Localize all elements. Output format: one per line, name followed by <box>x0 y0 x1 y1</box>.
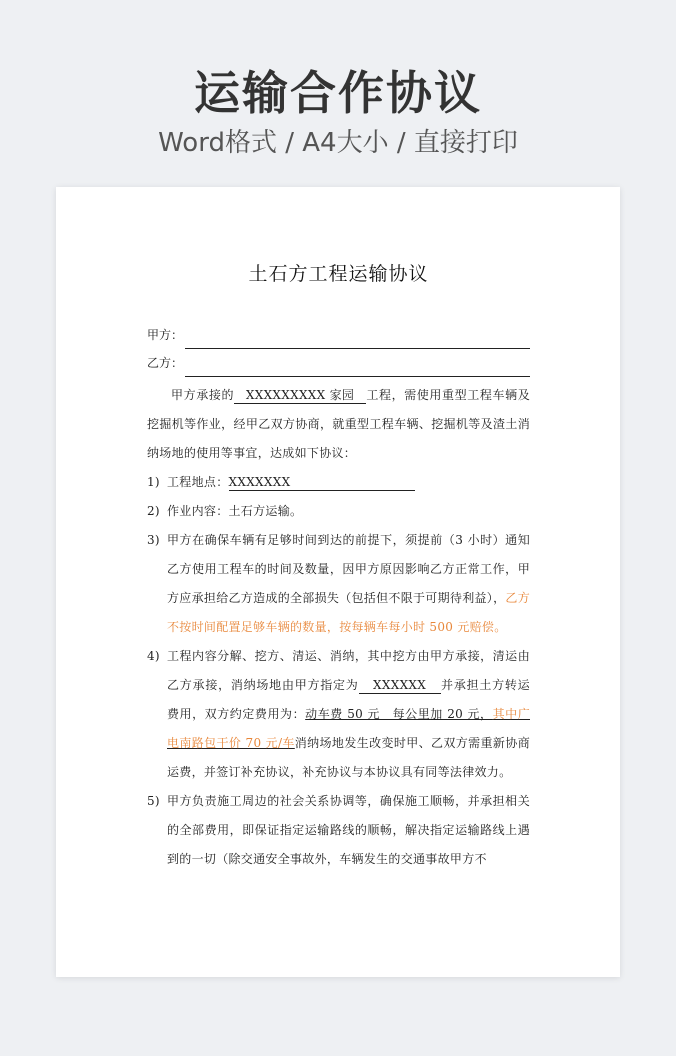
party-a-label: 甲方： <box>147 328 184 342</box>
party-a-blank <box>185 328 530 349</box>
clause-3-number: 3) <box>147 533 160 547</box>
clause-1-label: 工程地点： <box>167 475 229 489</box>
project-name-field: XXXXXXXXX 家园 <box>234 387 366 404</box>
clause-4-highlight: 其中广电南路包干价 70 元/车 <box>167 707 530 750</box>
clause-5 <box>147 787 530 874</box>
party-b-line <box>147 349 530 377</box>
document-body <box>147 259 530 874</box>
intro-post: 工程，需使用重型工程车辆及挖掘机等作业，经甲乙双方协商，就重型工程车辆、挖掘机等及渣土消纳场地的使用等事宜，达成如下协议： <box>147 388 530 460</box>
clause-5-number: 5) <box>147 794 160 808</box>
intro-paragraph <box>147 381 530 468</box>
clause-5-text: 甲方负责施工周边的社会关系协调等，确保施工顺畅，并承担相关的全部费用，即保证指定运输路线的顺畅，解决指定运输路线上遇到的一切（除交通安全事故外，车辆发生的交通事故甲方不 <box>167 794 530 866</box>
clause-2 <box>147 497 530 526</box>
clause-2-number: 2) <box>147 504 160 518</box>
clause-4 <box>147 642 530 787</box>
promo-header <box>0 62 676 160</box>
document-title: 土石方工程运输协议 <box>248 263 429 285</box>
clause-3 <box>147 526 530 642</box>
intro-pre: 甲方承接的 <box>171 388 235 402</box>
work-location-field: XXXXXXX <box>229 474 415 491</box>
promo-title: 运输合作协议 <box>194 66 482 120</box>
clause-1-number: 1) <box>147 475 160 489</box>
clause-4-number: 4) <box>147 649 160 663</box>
fee-field: 动车费 50 元 每公里加 20 元， <box>305 707 493 721</box>
party-a-line <box>147 321 530 349</box>
document-page <box>56 187 620 977</box>
clause-4-text-2: 并承担土方转运费用，双方约定费用为： <box>167 678 530 721</box>
promo-subtitle: Word格式 / A4大小 / 直接打印 <box>158 128 518 158</box>
clause-4-text-3: 消纳场地发生改变时甲、乙双方需重新协商运费，并签订补充协议，补充协议与本协议具有同等法律效力。 <box>167 736 531 779</box>
clause-1 <box>147 468 530 497</box>
disposal-site-field: XXXXXX <box>359 677 441 694</box>
clause-3-text: 甲方在确保车辆有足够时间到达的前提下，须提前（3 小时）通知乙方使用工程车的时间及数量，因甲方原因影响乙方正常工作，甲方应承担给乙方造成的全部损失（包括但不限于可期待利益）， <box>167 533 530 605</box>
party-b-blank <box>185 356 530 377</box>
clause-4-text-1: 工程内容分解、挖方、清运、消纳，其中挖方由甲方承接，清运由乙方承接，消纳场地由甲方指定为 <box>167 649 530 692</box>
party-b-label: 乙方： <box>147 356 184 370</box>
clause-2-text: 作业内容：土石方运输。 <box>167 504 303 518</box>
clause-3-highlight: 乙方不按时间配置足够车辆的数量，按每辆车每小时 500 元赔偿。 <box>167 591 531 634</box>
